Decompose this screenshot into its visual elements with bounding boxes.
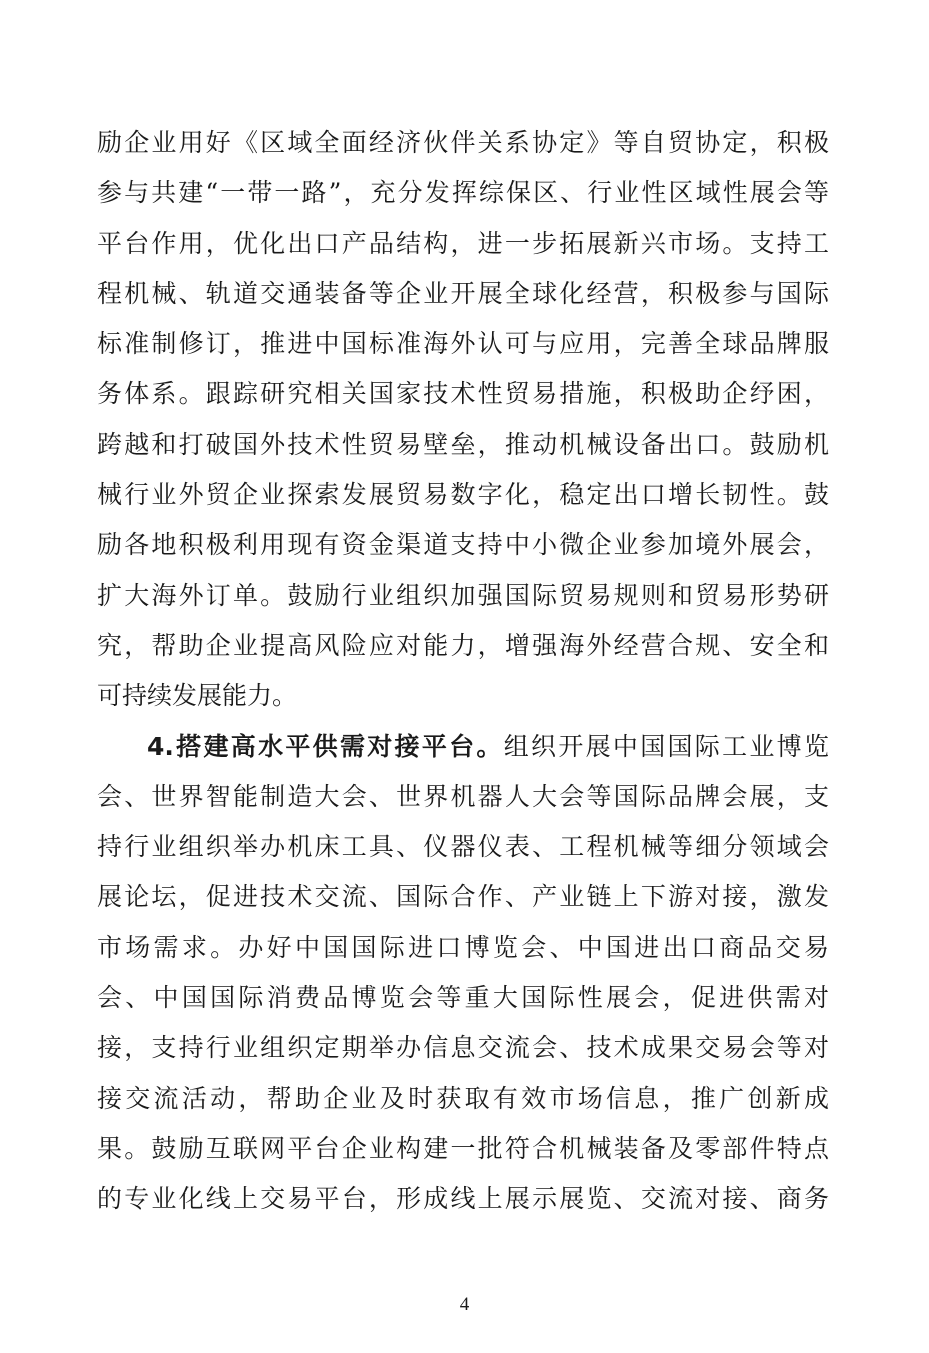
paragraph-2-line-6: 会、中国国际消费品博览会等重大国际性展会，促进供需对 (97, 983, 829, 1013)
page-number: 4 (459, 1294, 470, 1315)
paragraph-2-line-9: 果。鼓励互联网平台企业构建一批符合机械装备及零部件特点 (97, 1133, 829, 1163)
paragraph-2-line-5: 市场需求。办好中国国际进口博览会、中国进出口商品交易 (97, 932, 829, 962)
paragraph-1-line-6: 务体系。跟踪研究相关国家技术性贸易措施，积极助企纾困， (97, 379, 829, 409)
paragraph-2-line-10: 的专业化线上交易平台，形成线上展示展览、交流对接、商务 (97, 1184, 829, 1214)
paragraph-1-line-10: 扩大海外订单。鼓励行业组织加强国际贸易规则和贸易形势研 (97, 580, 829, 610)
paragraph-1-line-2: 参与共建“一带一路”，充分发挥综保区、行业性区域性展会等 (97, 178, 829, 208)
paragraph-2-line-8: 接交流活动，帮助企业及时获取有效市场信息，推广创新成 (97, 1083, 829, 1113)
paragraph-2-line-4: 展论坛，促进技术交流、国际合作、产业链上下游对接，激发 (97, 882, 829, 912)
paragraph-2-first-line-text: 组织开展中国国际工业博览 (503, 731, 829, 761)
paragraph-2-line-2: 会、世界智能制造大会、世界机器人大会等国际品牌会展，支 (97, 781, 829, 811)
paragraph-1-line-8: 械行业外贸企业探索发展贸易数字化，稳定出口增长韧性。鼓 (97, 480, 829, 510)
paragraph-1-line-1: 励企业用好《区域全面经济伙伴关系协定》等自贸协定，积极 (97, 128, 829, 157)
paragraph-1-line-4: 程机械、轨道交通装备等企业开展全球化经营，积极参与国际 (97, 278, 829, 308)
body-text (97, 118, 829, 1225)
paragraph-2-line-7: 接，支持行业组织定期举办信息交流会、技术成果交易会等对 (97, 1033, 829, 1063)
paragraph-2-line-1 (97, 722, 829, 772)
section-heading: 4.搭建高水平供需对接平台。 (147, 731, 504, 761)
paragraph-1-line-7: 跨越和打破国外技术性贸易壁垒，推动机械设备出口。鼓励机 (97, 429, 829, 459)
paragraph-2-line-3: 持行业组织举办机床工具、仪器仪表、工程机械等细分领域会 (97, 832, 829, 862)
paragraph-1-line-11: 究，帮助企业提高风险应对能力，增强海外经营合规、安全和 (97, 630, 829, 660)
paragraph-1-line-3: 平台作用，优化出口产品结构，进一步拓展新兴市场。支持工 (97, 228, 829, 258)
paragraph-1-line-12: 可持续发展能力。 (97, 681, 298, 711)
paragraph-1-line-5: 标准制修订，推进中国标准海外认可与应用，完善全球品牌服 (97, 329, 829, 359)
paragraph-1-line-9: 励各地积极利用现有资金渠道支持中小微企业参加境外展会， (97, 530, 829, 560)
